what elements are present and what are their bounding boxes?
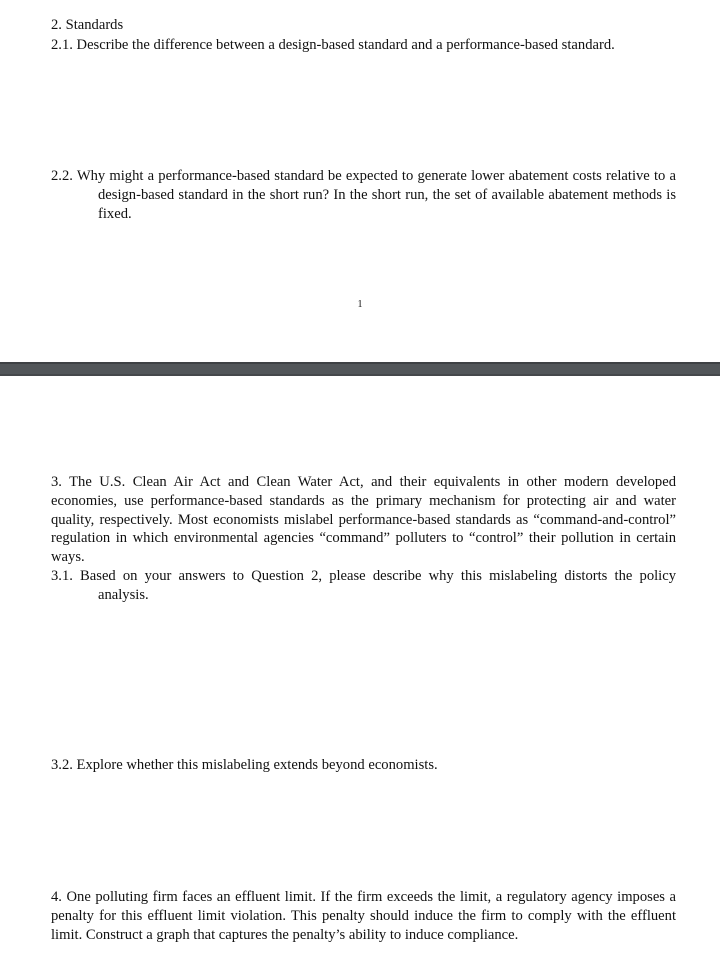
- document-page-1: [0, 0, 720, 362]
- question-3-2: 3.2. Explore whether this mislabeling extends beyond economists.: [51, 757, 438, 773]
- question-2-2: 2.2. Why might a performance-based standard be expected to generate lower abatement costs relative to a design-based standard in the short run? In the short run, the set of available abatement methods is fixed.: [51, 168, 676, 222]
- page-divider: [0, 362, 720, 376]
- question-3: 3. The U.S. Clean Air Act and Clean Water Act, and their equivalents in other modern developed economies, use performance-based standards as the primary mechanism for protecting air and water quality, respectively. Most economists mislabel performance-based standards as “command-and-control” regulation in which environmental agencies “command” polluters to “control” their pollution in certain ways.: [51, 474, 676, 566]
- page-number: 1: [357, 299, 363, 310]
- question-3-1: 3.1. Based on your answers to Question 2, please describe why this mislabeling distorts the policy analysis.: [51, 568, 676, 603]
- document-page-2: [0, 376, 720, 962]
- question-4: 4. One polluting firm faces an effluent limit. If the firm exceeds the limit, a regulatory agency imposes a penalty for this effluent limit violation. This penalty should induce the firm to comply with the effluent limit. Construct a graph that captures the penalty’s ability to induce compliance.: [51, 889, 676, 943]
- question-2-1: 2.1. Describe the difference between a design-based standard and a performance-based standard.: [51, 37, 615, 53]
- section-heading: 2. Standards: [51, 17, 124, 33]
